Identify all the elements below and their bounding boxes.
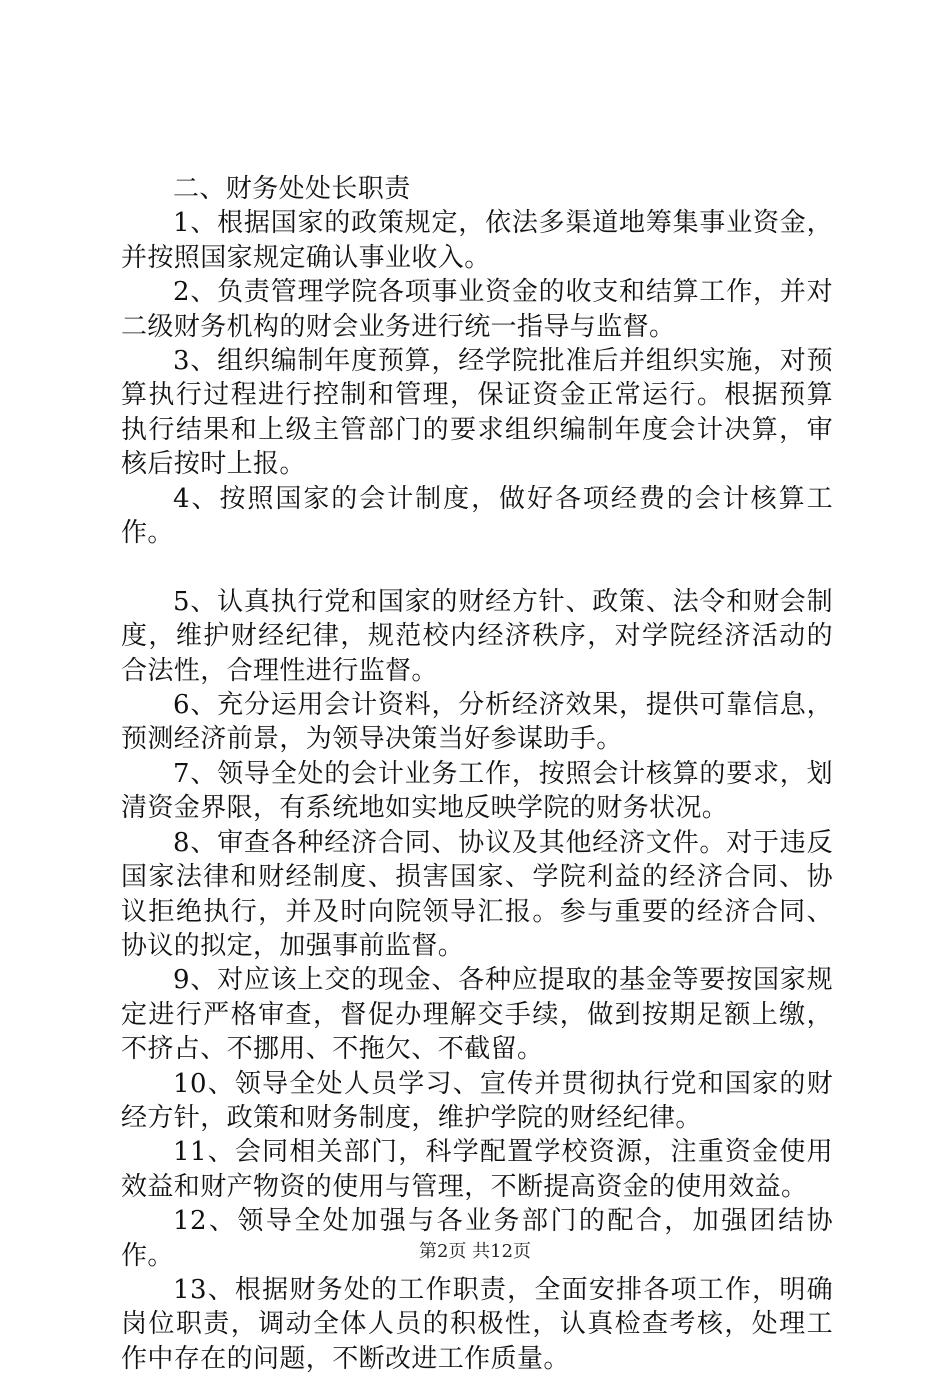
paragraph-7: 7、领导全处的会计业务工作，按照会计核算的要求，划清资金界限，有系统地如实地反映学院的财务状况。 [121,758,833,824]
paragraph-6: 6、充分运用会计资料，分析经济效果，提供可靠信息，预测经济前景，为领导决策当好参谋助手。 [121,690,833,755]
paragraph-9: 9、对应该上交的现金、各种应提取的基金等要按国家规定进行严格审查，督促办理解交手续，做到按期足额上缴，不挤占、不挪用、不拖欠、不截留。 [121,965,833,1065]
paragraph-10: 10、领导全处人员学习、宣传并贯彻执行党和国家的财经方针，政策和财务制度，维护学院的财经纪律。 [121,1068,833,1133]
paragraph-12: 12、领导全处加强与各业务部门的配合，加强团结协作。 [121,1206,833,1271]
paragraph-2: 2、负责管理学院各项事业资金的收支和结算工作，并对二级财务机构的财会业务进行统一指导与监督。 [121,277,833,342]
section-heading: 二、财务处处长职责 [173,174,411,204]
paragraph-gap [121,550,833,584]
paragraph-1: 1、根据国家的政策规定，依法多渠道地筹集事业资金，并按照国家规定确认事业收入。 [121,208,833,273]
paragraph-4: 4、按照国家的会计制度，做好各项经费的会计核算工作。 [121,483,833,549]
paragraph-3: 3、组织编制年度预算，经学院批准后并组织实施，对预算执行过程进行控制和管理，保证资金正常运行。根据预算执行结果和上级主管部门的要求组织编制年度会计决算，审核后按时上报。 [121,346,833,480]
paragraph-11: 11、会同相关部门，科学配置学校资源，注重资金使用效益和财产物资的使用与管理，不断提高资金的使用效益。 [121,1137,833,1202]
paragraph-5: 5、认真执行党和国家的财经方针、政策、法令和财会制度，维护财经纪律，规范校内经济秩序，对学院经济活动的合法性，合理性进行监督。 [121,586,833,686]
document-body [121,172,833,1376]
paragraph-8: 8、审查各种经济合同、协议及其他经济文件。对于违反国家法律和财经制度、损害国家、学院利益的经济合同、协议拒绝执行，并及时向院领导汇报。参与重要的经济合同、协议的拟定，加强事前监督。 [121,827,833,961]
paragraph-13: 13、根据财务处的工作职责，全面安排各项工作，明确岗位职责，调动全体人员的积极性，认真检查考核，处理工作中存在的问题，不断改进工作质量。 [121,1274,833,1374]
page-number-footer: 第2页 共12页 [418,1241,532,1262]
